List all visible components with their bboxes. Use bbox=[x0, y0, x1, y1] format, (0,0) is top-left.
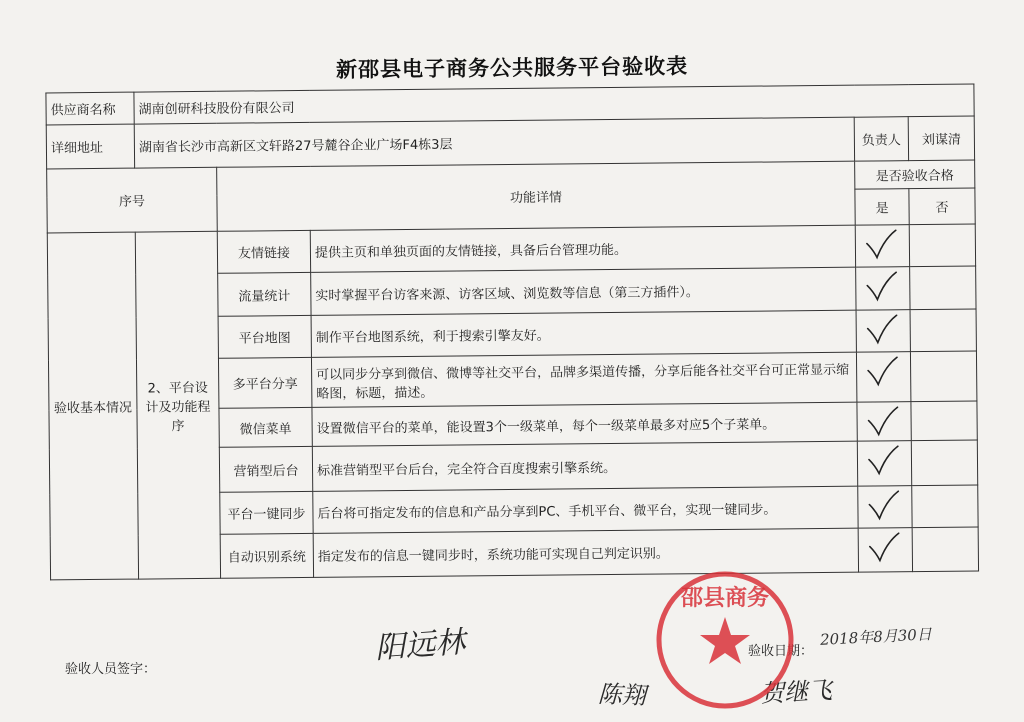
date-label: 验收日期： bbox=[748, 644, 814, 659]
item-desc: 设置微信平台的菜单，能设置3个一级菜单，每个一级菜单最多对应5个子菜单。 bbox=[312, 402, 857, 446]
item-desc: 后台将可指定发布的信息和产品分享到PC、手机平台、微平台，实现一键同步。 bbox=[313, 486, 858, 533]
item-name: 多平台分享 bbox=[218, 357, 311, 408]
item-desc: 实时掌握平台访客来源、访客区域、浏览数等信息（第三方插件）。 bbox=[311, 267, 856, 315]
pass-no-cell bbox=[910, 351, 976, 402]
pass-yes-cell bbox=[857, 402, 911, 442]
section-name: 验收基本情况 bbox=[47, 232, 138, 580]
header-yes: 是 bbox=[855, 189, 909, 226]
item-desc: 指定发布的信息一键同步时，系统功能可实现自己判定识别。 bbox=[313, 528, 858, 577]
official-stamp bbox=[650, 565, 800, 715]
address-label: 详细地址 bbox=[46, 124, 134, 169]
svg-text:邵县商务: 邵县商务 bbox=[680, 585, 770, 611]
pass-no-cell bbox=[911, 440, 977, 486]
header-pass: 是否验收合格 bbox=[855, 160, 975, 189]
check-mark-icon bbox=[867, 530, 901, 564]
check-mark-icon bbox=[865, 312, 899, 346]
item-desc: 提供主页和单独页面的友情链接，具备后台管理功能。 bbox=[310, 225, 855, 272]
item-name: 营销型后台 bbox=[219, 446, 312, 492]
signature-2: 陈翔 bbox=[597, 680, 647, 710]
pass-no-cell bbox=[912, 527, 978, 572]
pass-yes-cell bbox=[858, 528, 912, 573]
section-sub: 2、平台设计及功能程序 bbox=[135, 231, 220, 579]
handwritten-date: 2018年8月30日 bbox=[819, 625, 933, 649]
supplier-label: 供应商名称 bbox=[46, 92, 134, 125]
header-seq: 序号 bbox=[47, 167, 218, 233]
pass-no-cell bbox=[910, 309, 976, 352]
item-desc: 制作平台地图系统，利于搜索引擎友好。 bbox=[311, 310, 856, 357]
pass-no-cell bbox=[911, 401, 977, 441]
pass-no-cell bbox=[912, 485, 978, 528]
person-value: 刘谋清 bbox=[908, 116, 974, 161]
signature-3: 贺继飞 bbox=[759, 676, 833, 708]
check-mark-icon bbox=[865, 354, 899, 388]
pass-no-cell bbox=[910, 266, 976, 310]
supplier-value: 湖南创研科技股份有限公司 bbox=[134, 84, 974, 124]
item-name: 微信菜单 bbox=[219, 407, 312, 447]
pass-yes-cell bbox=[855, 225, 909, 268]
pass-yes-cell bbox=[856, 310, 910, 353]
pass-no-cell bbox=[909, 224, 975, 267]
pass-yes-cell bbox=[856, 267, 910, 311]
person-label: 负责人 bbox=[854, 117, 908, 162]
check-mark-icon bbox=[866, 488, 900, 522]
item-name: 平台地图 bbox=[218, 315, 311, 358]
check-mark-icon bbox=[865, 404, 899, 438]
signature-label: 验收人员签字： bbox=[65, 662, 157, 677]
signature-1: 阳远林 bbox=[374, 624, 467, 667]
item-desc: 可以同步分享到微信、微博等社交平台，品牌多渠道传播，分享后能各社交平台可正常显示缩略图，标题，描述。 bbox=[311, 352, 856, 407]
page-title: 新邵县电子商务公共服务平台验收表 bbox=[335, 54, 689, 82]
check-mark-icon bbox=[866, 443, 900, 477]
header-no: 否 bbox=[909, 188, 975, 225]
address-value: 湖南省长沙市高新区文轩路27号麓谷企业广场F4栋3层 bbox=[134, 117, 854, 168]
pass-yes-cell bbox=[858, 486, 912, 529]
check-mark-icon bbox=[864, 227, 898, 261]
item-name: 平台一键同步 bbox=[220, 491, 313, 534]
check-mark-icon bbox=[864, 269, 898, 303]
item-name: 流量统计 bbox=[218, 272, 311, 316]
pass-yes-cell bbox=[857, 441, 911, 487]
item-rows bbox=[47, 224, 978, 580]
pass-yes-cell bbox=[856, 352, 910, 403]
item-desc: 标准营销型平台后台，完全符合百度搜索引擎系统。 bbox=[312, 441, 857, 491]
acceptance-table bbox=[45, 84, 979, 581]
item-name: 自动识别系统 bbox=[220, 533, 313, 578]
item-name: 友情链接 bbox=[217, 230, 310, 273]
header-detail: 功能详情 bbox=[217, 161, 856, 231]
